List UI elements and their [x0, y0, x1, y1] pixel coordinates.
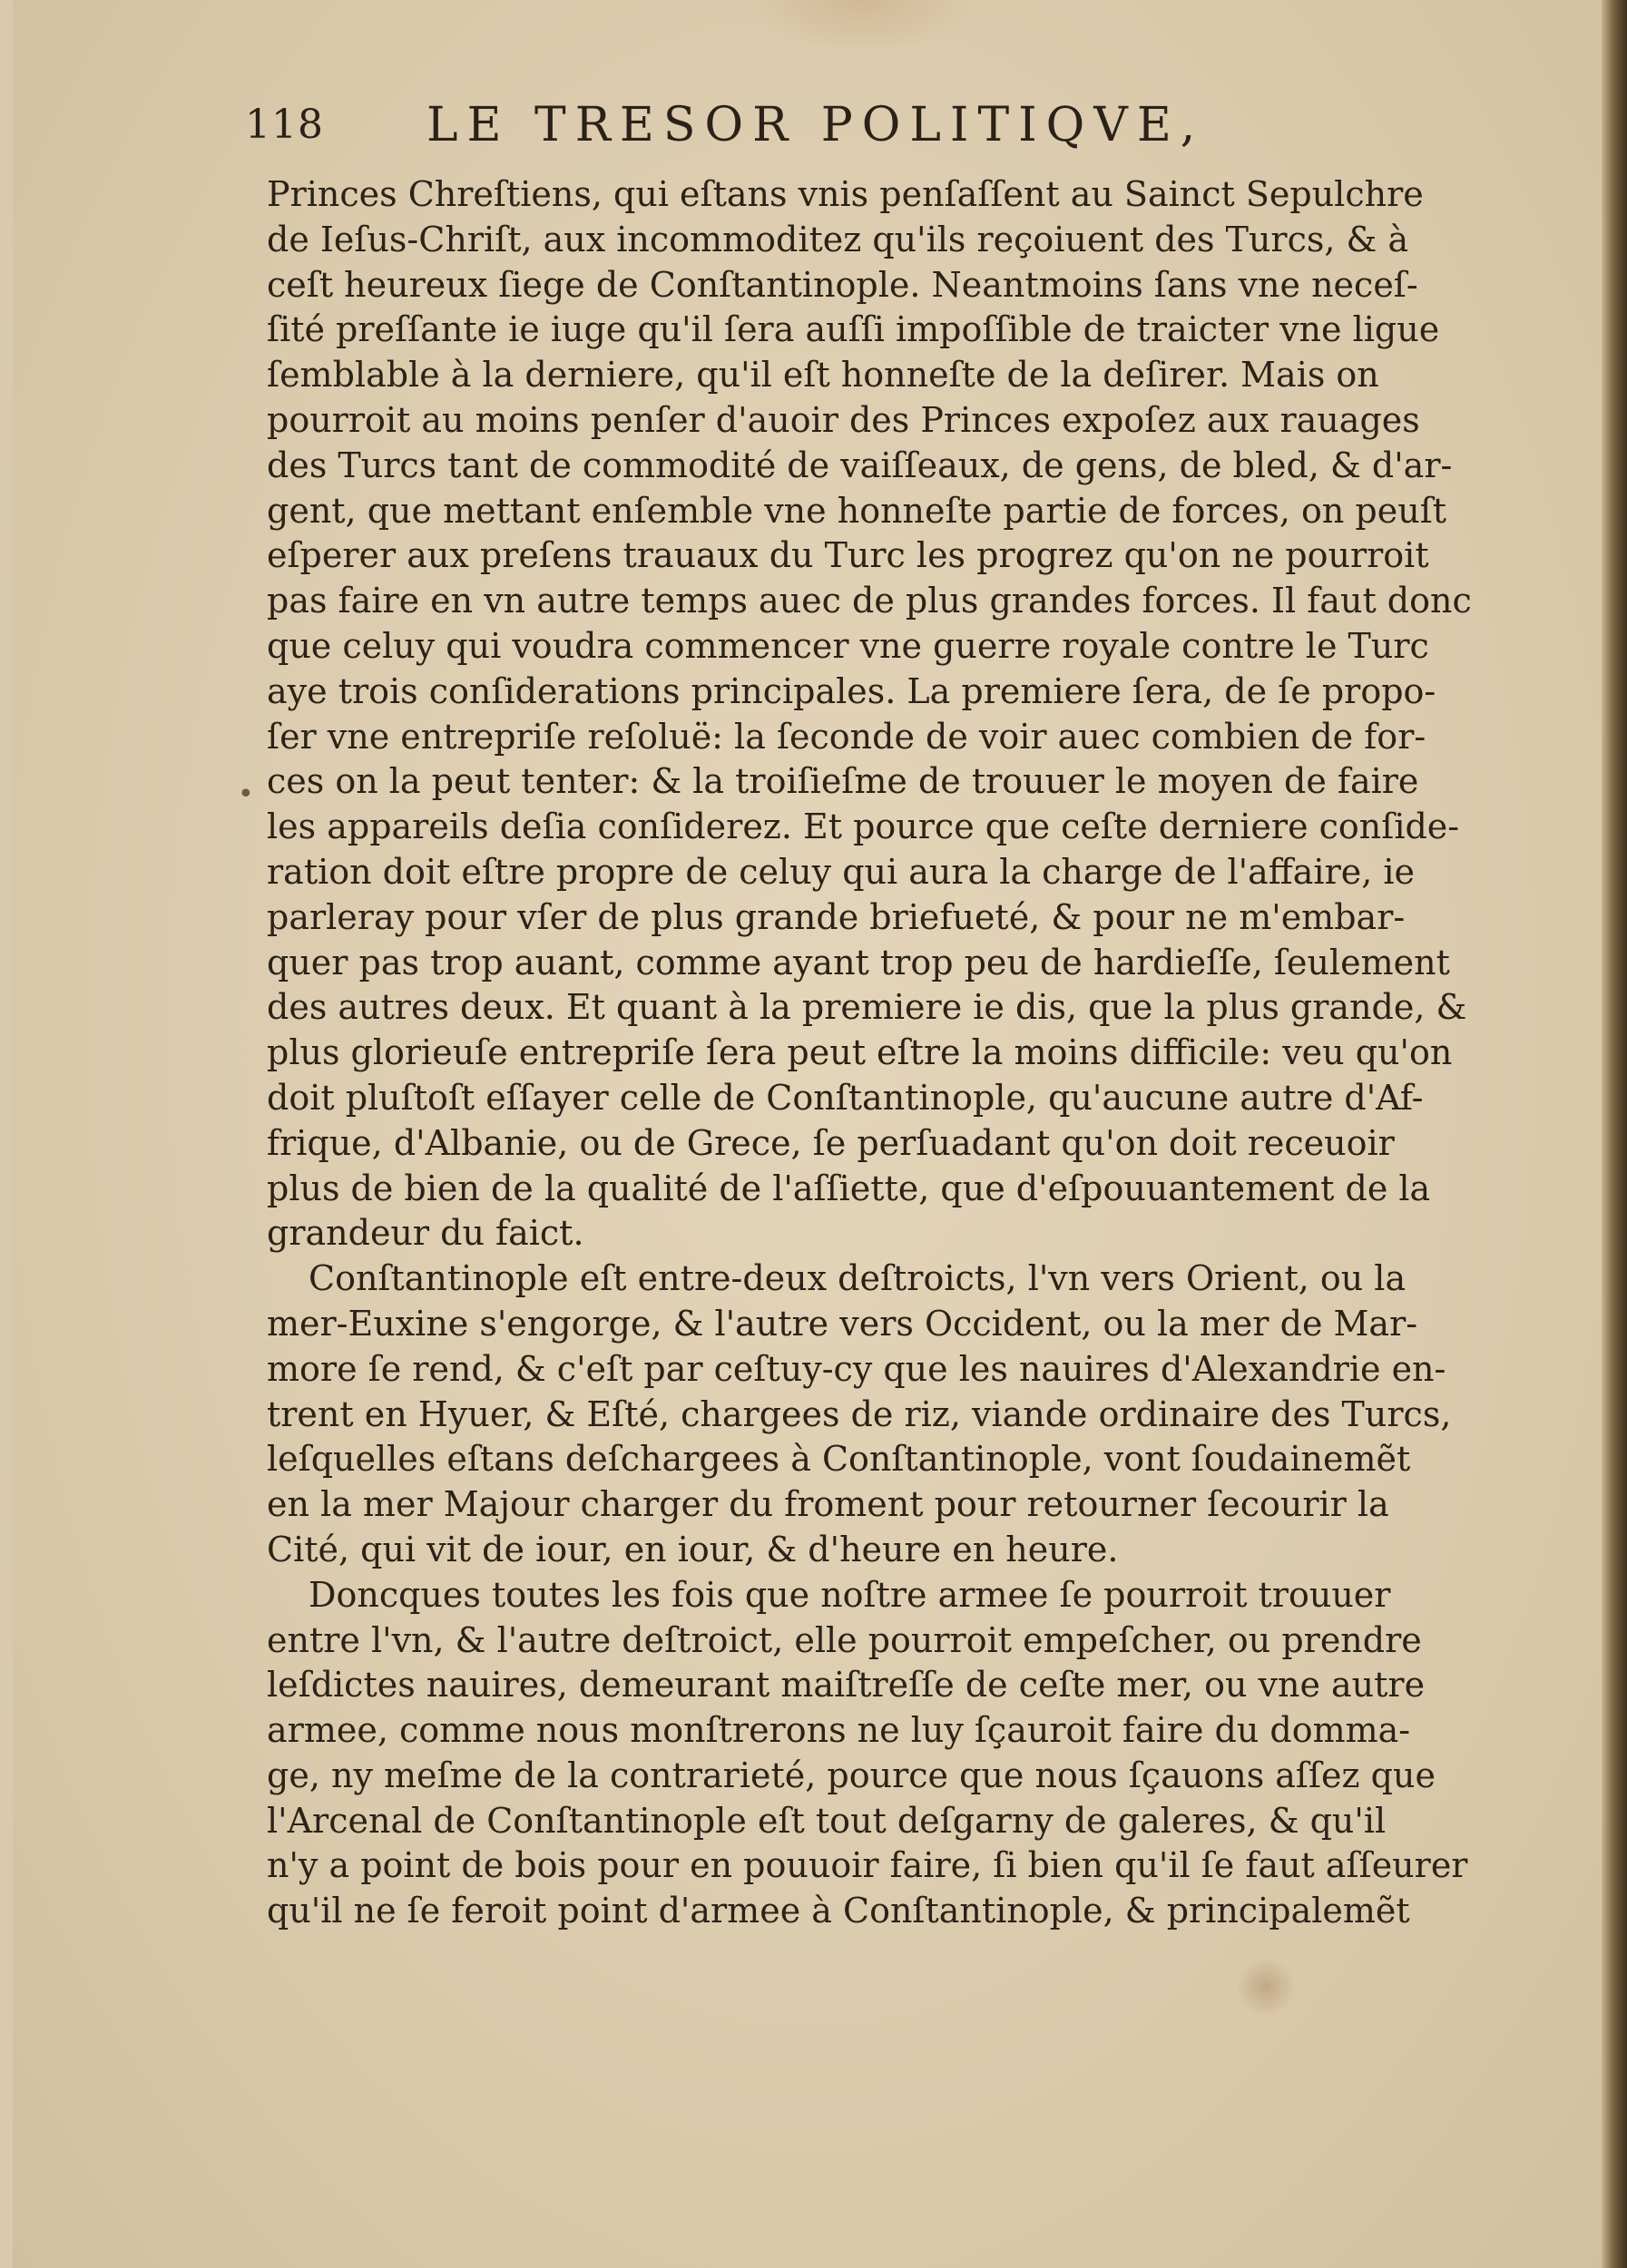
page-number: 118	[245, 102, 324, 148]
text-line: Princes Chreſtiens, qui eſtans vnis penſaſſent au Sainct Sepulchre	[267, 174, 1424, 214]
text-line: gent, que mettant enſemble vne honneſte partie de forces, on peuſt	[267, 490, 1447, 531]
page-binding-edge	[1602, 0, 1627, 2268]
text-line: quer pas trop auant, comme ayant trop peu de hardieſſe, ſeulement	[267, 942, 1450, 982]
text-line: des autres deux. Et quant à la premiere ie dis, que la plus grande, &	[267, 987, 1467, 1028]
text-line: les appareils deſia conſiderez. Et pource que ceſte derniere conſide-	[267, 807, 1460, 847]
text-line: armee, comme nous monſtrerons ne luy ſçauroit faire du domma-	[267, 1710, 1411, 1751]
text-line: aye trois conſiderations principales. La premiere ſera, de ſe propo-	[267, 670, 1436, 711]
text-line: en la mer Majour charger du froment pour retourner ſecourir la	[267, 1484, 1389, 1525]
text-line: entre l'vn, & l'autre deſtroict, elle pourroit empeſcher, ou prendre	[267, 1619, 1422, 1660]
text-line: Cité, qui vit de iour, en iour, & d'heure en heure.	[267, 1529, 1119, 1569]
text-line: mer-Euxine s'engorge, & l'autre vers Occident, ou la mer de Mar-	[267, 1303, 1418, 1344]
text-line: pas faire en vn autre temps auec de plus grandes forces. Il faut donc	[267, 581, 1472, 621]
text-line: Doncques toutes les fois que noſtre armee ſe pourroit trouuer	[309, 1574, 1391, 1615]
text-line: des Turcs tant de commodité de vaiſſeaux, de gens, de bled, & d'ar-	[267, 445, 1453, 485]
text-line: ſité preſſante ie iuge qu'il ſera auſſi impoſſible de traicter vne ligue	[267, 309, 1440, 350]
text-line: ſer vne entrepriſe reſoluë: la ſeconde de voir auec combien de for-	[267, 716, 1426, 757]
text-line: leſquelles eſtans deſchargees à Conſtantinople, vont ſoudainemẽt	[267, 1439, 1411, 1480]
text-line: ſemblable à la derniere, qu'il eſt honneſte de la deſirer. Mais on	[267, 355, 1379, 396]
text-line: more ſe rend, & c'eſt par ceſtuy-cy que les nauires d'Alexandrie en-	[267, 1348, 1446, 1389]
text-line: plus glorieuſe entrepriſe ſera peut eſtre la moins difficile: veu qu'on	[267, 1032, 1453, 1073]
text-line: que celuy qui voudra commencer vne guerre royale contre le Turc	[267, 625, 1429, 666]
text-line: ge, ny meſme de la contrarieté, pource que nous ſçauons aſſez que	[267, 1755, 1436, 1795]
text-line: n'y a point de bois pour en pouuoir faire, ſi bien qu'il ſe faut aſſeurer	[267, 1845, 1468, 1886]
text-line: frique, d'Albanie, ou de Grece, ſe perſuadant qu'on doit receuoir	[267, 1122, 1395, 1163]
text-line: doit pluſtoſt eſſayer celle de Conſtantinople, qu'aucune autre d'Af-	[267, 1077, 1424, 1118]
page-header	[245, 98, 1243, 161]
text-line: pourroit au moins penſer d'auoir des Princes expoſez aux rauages	[267, 399, 1420, 440]
margin-bullet-icon: •	[238, 778, 254, 810]
ink-smudge	[1234, 1960, 1298, 2014]
text-line: grandeur du faict.	[267, 1213, 584, 1254]
text-line: ration doit eſtre propre de celuy qui aura la charge de l'affaire, ie	[267, 851, 1416, 892]
text-line: qu'il ne ſe feroit point d'armee à Conſtantinople, & principalemẽt	[267, 1891, 1410, 1931]
text-line: parleray pour vſer de plus grande briefueté, & pour ne m'embar-	[267, 896, 1406, 937]
text-line: eſperer aux preſens trauaux du Turc les progrez qu'on ne pourroit	[267, 535, 1429, 576]
text-line: leſdictes nauires, demeurant maiſtreſſe de ceſte mer, ou vne autre	[267, 1665, 1426, 1706]
text-line: ces on la peut tenter: & la troiſieſme de trouuer le moyen de faire	[267, 761, 1419, 802]
body-text	[267, 172, 1472, 1934]
text-line: plus de bien de la qualité de l'aſſiette, que d'eſpouuantement de la	[267, 1168, 1431, 1208]
text-line: l'Arcenal de Conſtantinople eſt tout deſgarny de galeres, & qu'il	[267, 1800, 1387, 1841]
running-title: LE TRESOR POLITIQVE,	[426, 98, 1205, 152]
text-line: de Ieſus-Chriſt, aux incommoditez qu'ils reçoiuent des Turcs, & à	[267, 219, 1409, 259]
text-line: Conſtantinople eſt entre-deux deſtroicts, l'vn vers Orient, ou la	[309, 1258, 1406, 1299]
text-line: trent en Hyuer, & Eſté, chargees de riz, viande ordinaire des Turcs,	[267, 1393, 1452, 1434]
text-line: ceſt heureux ſiege de Conſtantinople. Neantmoins ſans vne neceſ-	[267, 264, 1418, 305]
